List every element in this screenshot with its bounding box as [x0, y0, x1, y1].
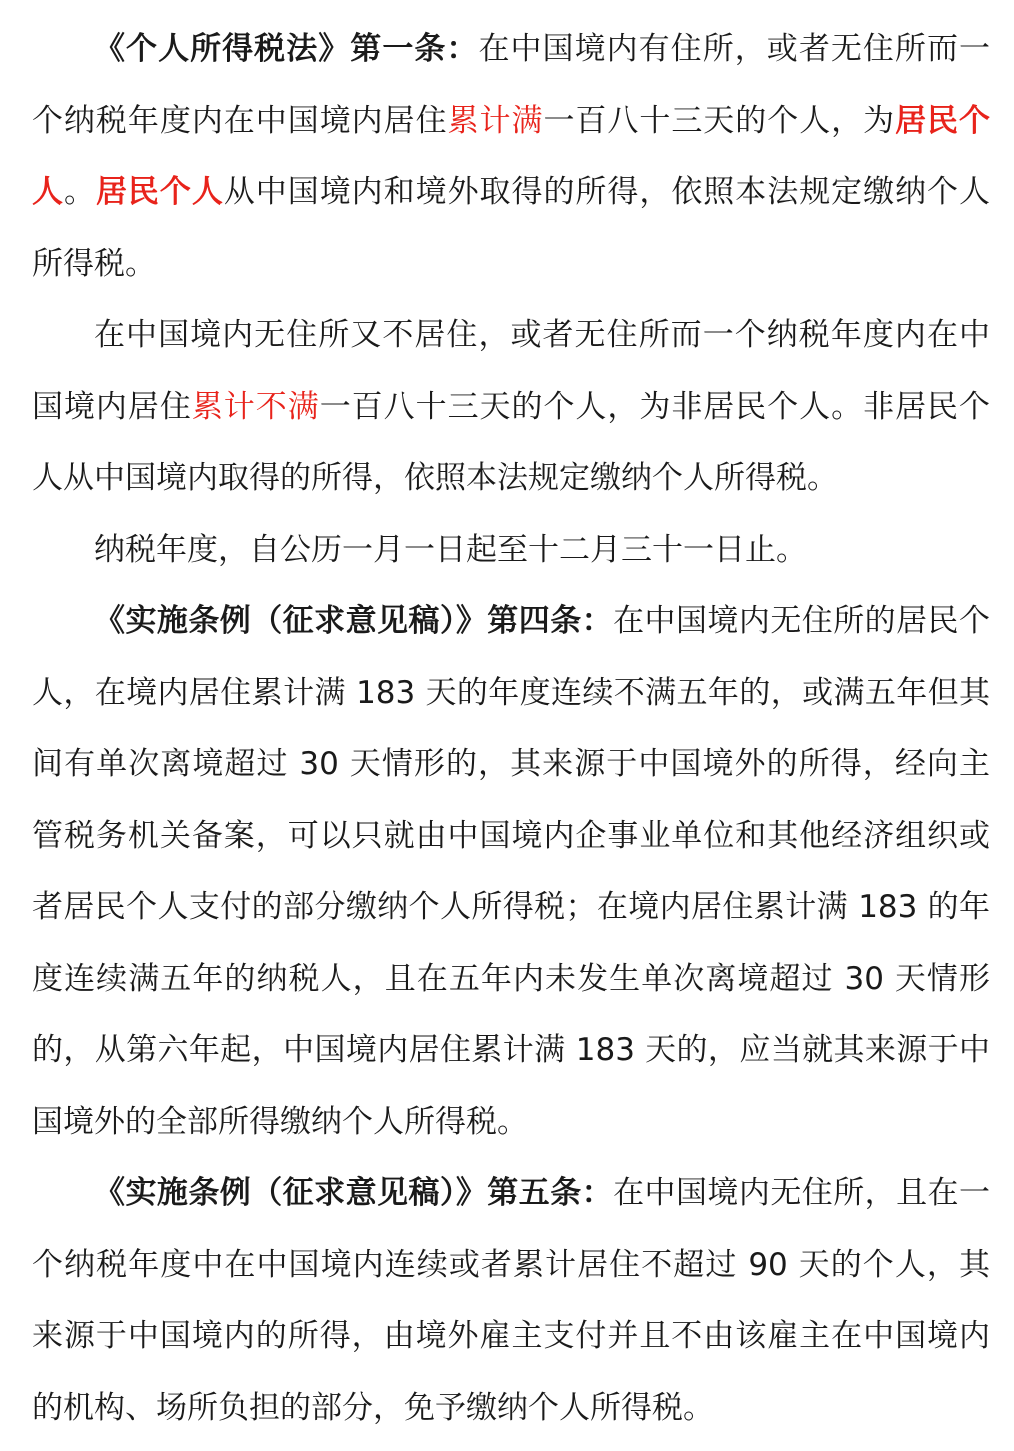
highlight-resident-individual: 居民个人 — [32, 102, 991, 210]
paragraph-text: 在中国境内无住所，且在一个纳税年度中在中国境内连续或者累计居住不超过 90 天的个人，其来源于中国境内的所得，由境外雇主支付并且不由该雇主在中国境内的机构、场所负担的部分，免予缴纳个人所得税。 — [32, 1175, 991, 1426]
paragraph-text: 一百八十三天的个人，为非居民个人。非居民个人从中国境内取得的所得，依照本法规定缴纳个人所得税。 — [32, 388, 991, 496]
paragraph-text: 在中国境内无住所又不居住，或者无住所而一个纳税年度内在中国境内居住 — [32, 317, 990, 425]
paragraph-regulation-article-5 — [32, 1158, 990, 1444]
paragraph-text: 。 — [63, 174, 96, 210]
paragraph-tax-year — [32, 515, 990, 587]
paragraph-text: 一百八十三天的个人，为 — [543, 102, 896, 139]
document-body — [32, 14, 990, 1444]
paragraph-non-resident — [32, 300, 990, 515]
article-heading: 《实施条例（征求意见稿）》第四条： — [94, 603, 614, 639]
paragraph-text: 从中国境内和境外取得的所得，依照本法规定缴纳个人所得税。 — [32, 174, 991, 282]
article-heading: 《实施条例（征求意见稿）》第五条： — [94, 1175, 614, 1211]
highlight-cumulative-full: 累计满 — [447, 102, 544, 139]
paragraph-text: 在中国境内有住所，或者无住所而一个纳税年度内在中国境内居住 — [32, 31, 991, 139]
paragraph-text: 纳税年度，自公历一月一日起至十二月三十一日止。 — [94, 531, 807, 568]
paragraph-regulation-article-4 — [32, 586, 990, 1158]
highlight-resident-individual: 居民个人 — [95, 174, 224, 210]
highlight-cumulative-not-full: 累计不满 — [191, 388, 320, 425]
article-heading: 《个人所得税法》第一条： — [94, 31, 479, 67]
paragraph-text: 在中国境内无住所的居民个人，在境内居住累计满 183 天的年度连续不满五年的，或满五年但其间有单次离境超过 30 天情形的，其来源于中国境外的所得，经向主管税务机关备案，可以只就由中国境内企事业单位和其他经济组织或者居民个人支付的部分缴纳个人所得税；在境内居住累计满 183 的年度连续满五年的纳税人，且在五年内未发生单次离境超过 30 天情形的，从第六年起，中国境内居住累计满 183 天的，应当就其来源于中国境外的全部所得缴纳个人所得税。 — [32, 603, 991, 1140]
paragraph-law-article-1 — [32, 14, 990, 300]
